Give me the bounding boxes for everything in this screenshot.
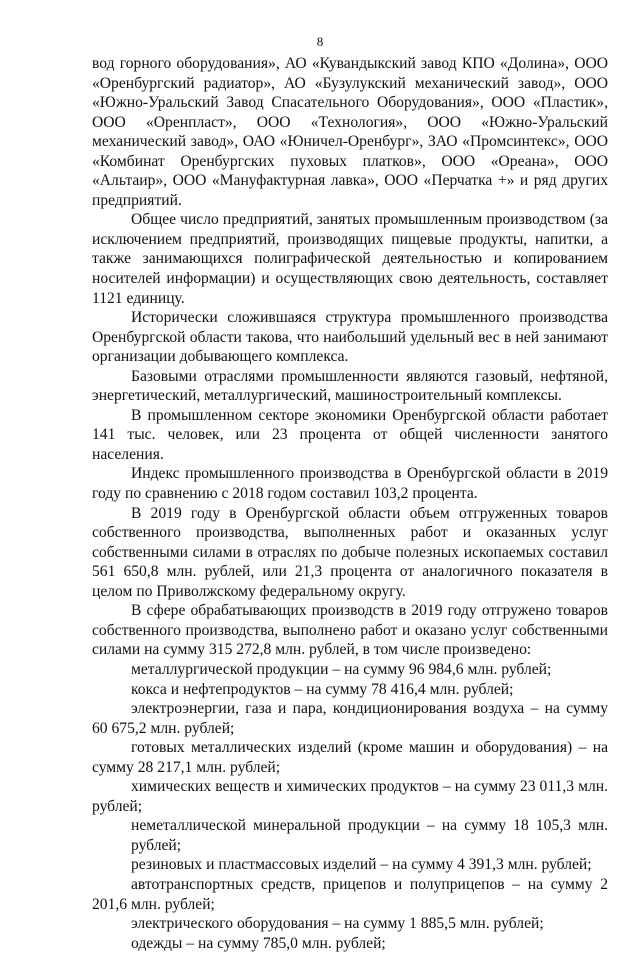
document-body [92, 54, 608, 953]
list-item-electricity: электроэнергии, газа и пара, кондиционирования воздуха – на сумму 60 675,2 млн. рублей; [92, 700, 608, 737]
list-item-rubber-plastics: резиновых и пластмассовых изделий – на сумму 4 391,3 млн. рублей; [131, 856, 592, 874]
list-item-motor-vehicles: автотранспортных средств, прицепов и полуприцепов – на сумму 2 201,6 млн. рублей; [92, 875, 608, 913]
list-item-clothing: одежды – на сумму 785,0 млн. рублей; [131, 934, 386, 952]
paragraph-employment: В промышленном секторе экономики Оренбургской области работает 141 тыс. человек, или 23 процента от общей численности занятого населения. [92, 406, 608, 463]
paragraph-base-industries: Базовыми отраслями промышленности являются газовый, нефтяной, энергетический, металлургический, машиностроительный комплексы. [92, 367, 608, 405]
page-number: 8 [316, 34, 324, 49]
paragraph-continuation: вод горного оборудования», АО «Кувандыкский завод КПО «Долина», ООО «Оренбургский радиатор», АО «Бузулукский механический завод», ООО «Южно-Уральский Завод Спасательного Оборудования», ООО «Пластик», ООО «Оренпласт», ООО «Технология», ООО «Южно-Уральский механический завод», ОАО «Юничел-Оренбург», ЗАО «Промсинтекс», ООО «Комбинат Оренбургских пуховых платков», ООО «Ореана», ООО «Альтаир», ООО «Мануфактурная лавка», ООО «Перчатка +» и ряд других предприятий. [92, 55, 608, 209]
list-item-electrical-equipment: электрического оборудования – на сумму 1 885,5 млн. рублей; [131, 915, 544, 933]
paragraph-production-index: Индекс промышленного производства в Оренбургской области в 2019 году по сравнению с 2018 годом составил 103,2 процента. [92, 465, 608, 503]
list-item-chemicals: химических веществ и химических продуктов – на сумму 23 011,3 млн. рублей; [92, 778, 608, 815]
list-item-metallurgy: металлургической продукции – на сумму 96 984,6 млн. рублей; [131, 660, 552, 678]
paragraph-manufacturing-volume: В сфере обрабатывающих производств в 2019 году отгружено товаров собственного производства, выполнено работ и оказано услуг собственными силами на сумму 315 272,8 млн. рублей, в том числе произведено: [92, 602, 608, 659]
list-item-metal-products: готовых металлических изделий (кроме машин и оборудования) – на сумму 28 217,1 млн. рублей; [92, 739, 608, 776]
paragraph-enterprise-count: Общее число предприятий, занятых промышленным производством (за исключением предприятий, производящих пищевые продукты, напитки, а также занимающихся полиграфической деятельностью и копированием носителей информации) и осуществляющих свою деятельность, составляет 1121 единицу. [92, 211, 608, 307]
list-item-coke-petroleum: кокса и нефтепродуктов – на сумму 78 416,4 млн. рублей; [131, 680, 514, 698]
paragraph-mining-volume: В 2019 году в Оренбургской области объем отгруженных товаров собственного производства, выполненных работ и оказанных услуг собственными силами в отраслях по добыче полезных ископаемых составил 561 650,8 млн. рублей, или 21,3 процента от аналогичного показателя в целом по Приволжскому федеральному округу. [92, 504, 608, 600]
paragraph-structure: Исторически сложившаяся структура промышленного производства Оренбургской области такова, что наибольший удельный вес в ней занимают организации добывающего комплекса. [92, 309, 608, 366]
list-item-nonmetallic-minerals: неметаллической минеральной продукции – на сумму 18 105,3 млн. рублей; [131, 817, 608, 854]
